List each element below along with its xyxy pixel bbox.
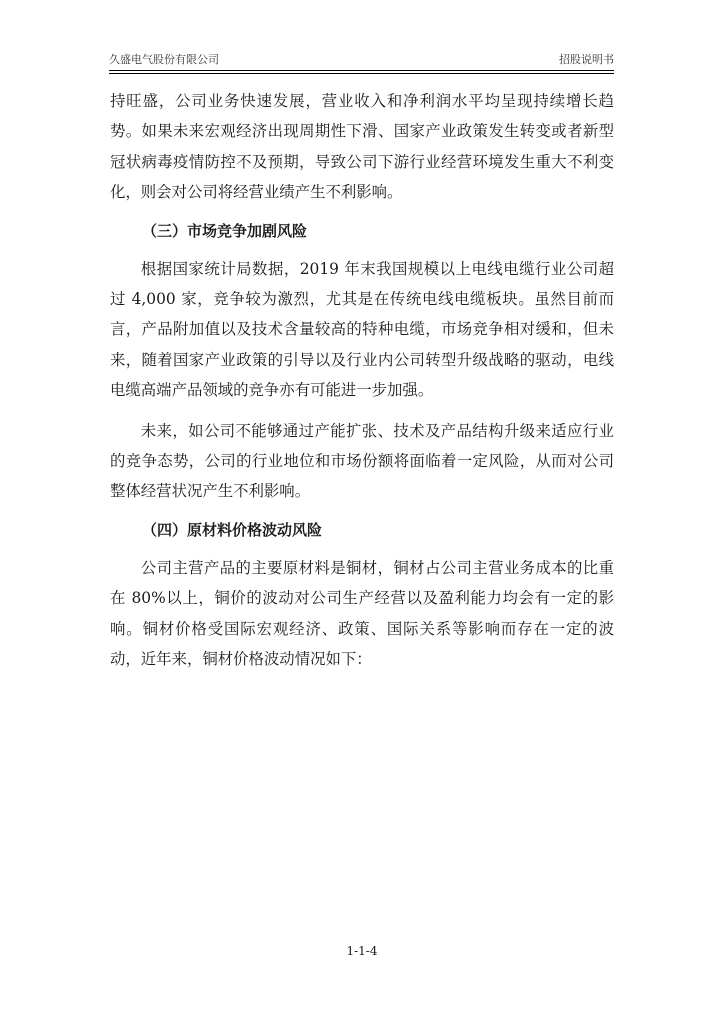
document-body [110,86,614,675]
section-heading-market-competition: （三）市场竞争加剧风险 [142,221,308,240]
paragraph-copper-price: 公司主营产品的主要原材料是铜材，铜材占公司主营业务成本的比重在 80%以上，铜价的波动对公司生产经营以及盈利能力均会有一定的影响。铜材价格受国际宏观经济、政策、国际关系等影响而存在一定的波动，近年来，铜材价格波动情况如下： [110,558,614,669]
header-divider-secondary [109,73,614,74]
page-number: 1-1-4 [346,944,378,958]
header-company-name: 久盛电气股份有限公司 [109,53,219,66]
header-divider [109,70,614,71]
paragraph-competition-outlook: 未来，如公司不能够通过产能扩张、技术及产品结构升级来适应行业的竞争态势，公司的行业地位和市场份额将面临着一定风险，从而对公司整体经营状况产生不利影响。 [110,421,614,501]
paragraph-continued: 持旺盛，公司业务快速发展，营业收入和净利润水平均呈现持续增长趋势。如果未来宏观经济出现周期性下滑、国家产业政策发生转变或者新型冠状病毒疫情防控不及预期，导致公司下游行业经营环境发生重大不利变化，则会对公司将经营业绩产生不利影响。 [110,92,614,202]
section-heading-raw-material-risk: （四）原材料价格波动风险 [142,520,323,539]
page-header [109,50,614,68]
header-document-type: 招股说明书 [559,53,614,66]
paragraph-competition-data: 根据国家统计局数据，2019 年末我国规模以上电线电缆行业公司超过 4,000 家，竞争较为激烈，尤其是在传统电线电缆板块。虽然目前而言，产品附加值以及技术含量较高的特种电缆，市场竞争相对缓和，但未来，随着国家产业政策的引导以及行业内公司转型升级战略的驱动，电线电缆高端产品领域的竞争亦有可能进一步加强。 [110,259,614,400]
